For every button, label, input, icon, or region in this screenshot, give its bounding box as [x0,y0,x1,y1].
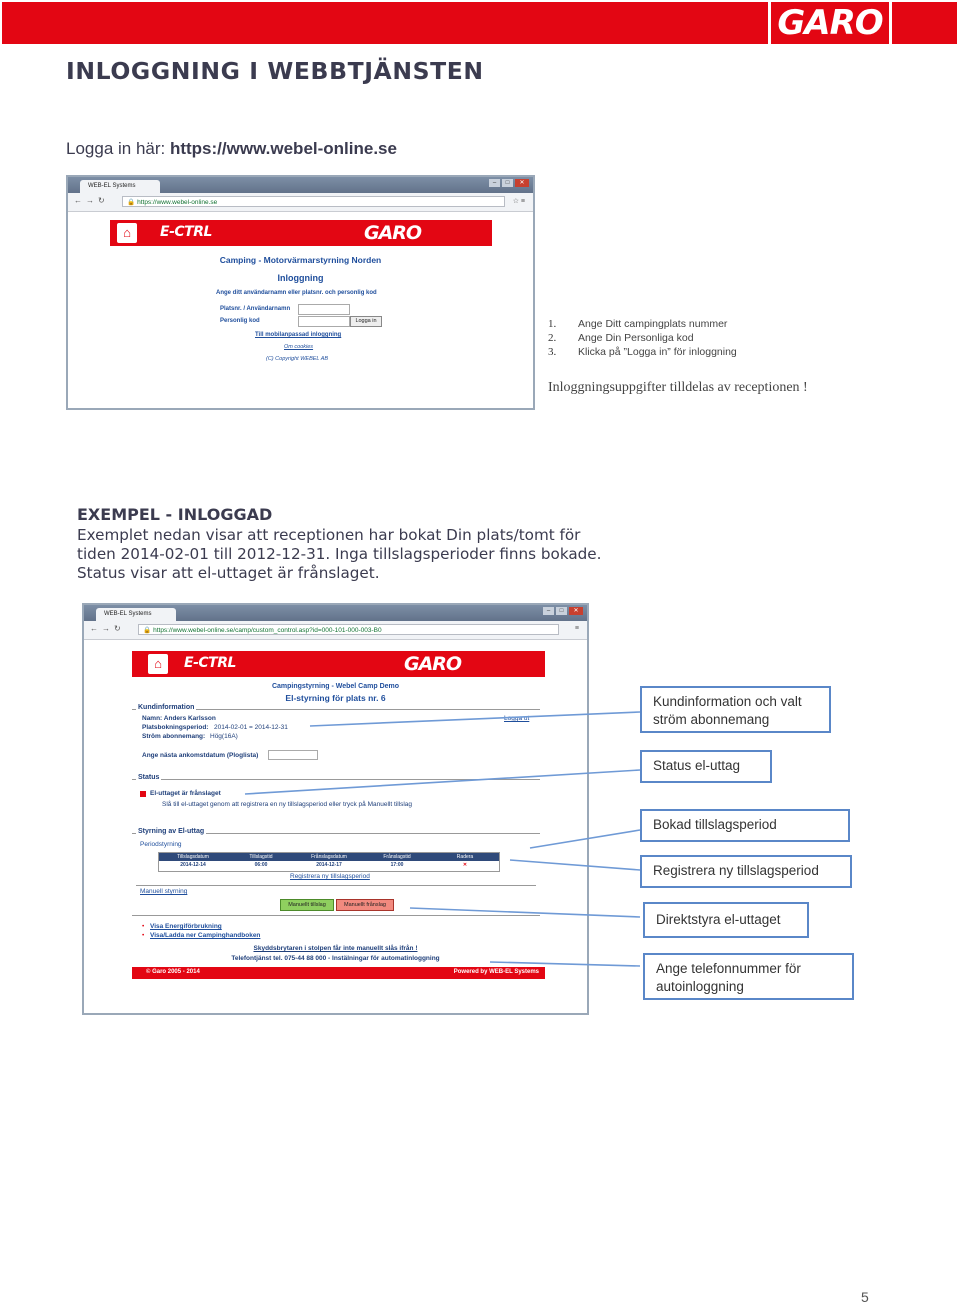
address-text: https://www.webel-online.se/camp/custom_control.asp?id=000-101-000-003-B0 [153,627,382,634]
connector-kund [310,712,640,726]
table-cell: 17:00 [390,862,404,868]
login-intro-label: Logga in här: [66,139,170,158]
house-icon: ⌂ [117,223,137,243]
period-value: 2014-02-01 = 2014-12-31 [214,724,288,731]
warning-text: Skyddsbrytaren i stolpen får inte manuellt slås ifrån ! [253,945,418,952]
column-header: Frånslagstid [383,854,411,860]
step-text: Ange Din Personliga kod [578,332,694,344]
table-cell: 2014-12-17 [316,862,342,868]
ectrl-logo: E-CTRL [160,224,212,240]
footer-left: © Garo 2005 - 2014 [146,969,200,975]
connector-direct [410,908,640,917]
connector-register [510,860,640,870]
maximize-icon[interactable]: □ [556,607,567,615]
connector-booked [530,830,640,848]
house-icon: ⌂ [148,654,168,674]
step-num: 1. [548,318,557,330]
kund-section-title: Kundinformation [138,704,195,711]
arrival-label: Ange nästa ankomstdatum (Ploglista) [142,752,259,759]
minimize-icon[interactable]: – [489,179,500,187]
callout-phone: Ange telefonnummer för autoinloggning [643,953,854,1000]
nav-icons[interactable]: ←→↻ [90,624,125,633]
cookies-link[interactable]: Om cookies [284,344,314,350]
browser-tab[interactable]: WEB-EL Systems [96,608,176,621]
status-hint: Slå till el-uttaget genom att registrera en ny tillslagsperiod eller tryck på Manuellt tillslag [162,801,413,808]
login-url[interactable]: https://www.webel-online.se [169,139,397,158]
strom-value: Hög(16A) [210,733,238,740]
nav-icons[interactable]: ←→↻ [74,196,109,205]
period-label: Platsbokningsperiod: [142,724,209,731]
bullet-icon: • [142,932,145,939]
control-heading: Campingstyrning - Webel Camp Demo [271,683,400,690]
step-num: 2. [548,332,557,344]
manual-off-button[interactable]: Manuellt frånslag [336,899,394,911]
example-line: tiden 2014-02-01 till 2012-12-31. Inga tillslagsperioder finns bokade. [77,545,602,563]
energy-link[interactable]: Visa Energiförbrukning [150,923,222,930]
period-heading: Periodstyrning [140,841,182,848]
table-cell: 2014-12-14 [180,862,206,868]
steps-note: Inloggningsuppgifter tilldelas av receptionen ! [548,380,808,395]
site-title: Camping - Motorvärmarstyrning Norden [219,255,382,265]
close-icon[interactable]: ✕ [515,179,529,187]
mobile-login-link[interactable]: Till mobilanpassad inloggning [255,332,342,338]
example-line: Exemplet nedan visar att receptionen har bokat Din plats/tomt för [77,526,581,544]
styrning-section-title: Styrning av El-uttag [138,828,205,835]
connector-phone [490,962,640,966]
maximize-icon[interactable]: □ [502,179,513,187]
logo-text: GARO [777,3,883,43]
close-icon[interactable]: ✕ [569,607,583,615]
callout-direct-control: Direktstyra el-uttaget [643,902,809,938]
example-title: EXEMPEL - INLOGGAD [77,505,273,524]
address-text: https://www.webel-online.se [137,199,218,206]
customer-name: Namn: Anders Karlsson [142,715,216,722]
step-text: Klicka på ”Logga in” för inloggning [578,346,737,358]
column-header: Radera [456,854,474,860]
table-cell: 06:00 [254,862,268,868]
copyright: (C) Copyright WEBEL AB [266,356,329,362]
status-value: El-uttaget är frånslaget [150,790,221,797]
manual-heading: Manuell styrning [140,888,188,895]
minimize-icon[interactable]: – [543,607,554,615]
browser-tab[interactable]: WEB-EL Systems [80,180,160,193]
field2-label: Personlig kod [220,318,260,324]
control-subheading: El-styrning för plats nr. 6 [285,693,386,703]
ectrl-logo: E-CTRL [184,655,236,671]
login-heading: Inloggning [277,273,324,283]
callout-register-period: Registrera ny tillslagsperiod [640,855,852,888]
manual-on-button[interactable]: Manuellt tillslag [280,899,334,911]
garo-logo-small: GARO [364,222,422,244]
field1-label: Platsnr. / Användarnamn [220,306,291,312]
bullet-icon: • [142,923,145,930]
delete-icon[interactable]: ✕ [462,862,468,868]
logout-link[interactable]: Logga ut [504,715,530,722]
status-section-title: Status [138,774,160,781]
login-button[interactable]: Logga in [350,316,382,327]
step-num: 3. [548,346,557,358]
column-header: Tillslagsdatum [177,854,209,860]
lock-icon: 🔒 [127,199,136,206]
step-text: Ange Ditt campingplats nummer [578,318,728,330]
menu-icon[interactable]: ☆ ≡ [512,198,525,205]
example-line: Status visar att el-uttaget är frånslaget. [77,564,380,582]
callout-kundinformation: Kundinformation och valt ström abonnemang [640,686,831,733]
connector-status [245,770,640,794]
footer-right: Powered by WEB-EL Systems [453,969,539,975]
login-instruction: Ange ditt användarnamn eller platsnr. och personlig kod [216,290,377,296]
page-title: INLOGGNING I WEBBTJÄNSTEN [66,57,484,85]
register-period-link[interactable]: Registrera ny tillslagsperiod [290,873,370,880]
telephone-text[interactable]: Telefontjänst tel. 075-44 88 000 - Instälningar för automatinloggning [231,955,440,962]
garo-logo-small: GARO [404,653,462,675]
callout-booked-period: Bokad tillslagsperiod [640,809,850,842]
handbook-link[interactable]: Visa/Ladda ner Campinghandboken [150,932,261,939]
lock-icon: 🔒 [143,627,152,634]
column-header: Frånslagsdatum [311,854,347,860]
page-number: 5 [861,1289,869,1305]
callout-status: Status el-uttag [640,750,772,783]
strom-label: Ström abonnemang: [142,733,206,740]
menu-icon[interactable]: ≡ [574,625,579,632]
column-header: Tillslagstid [249,854,273,860]
